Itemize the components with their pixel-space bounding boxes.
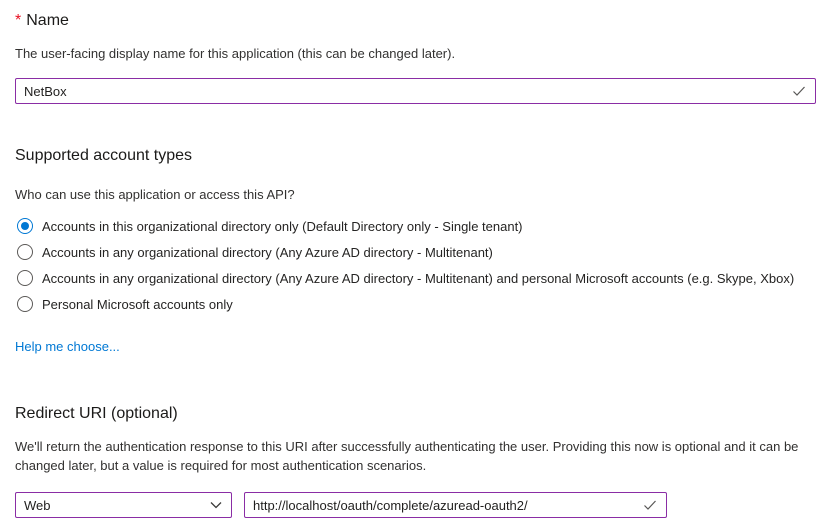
platform-select[interactable] [15, 492, 232, 518]
name-input-wrap [15, 78, 816, 104]
account-type-option-multitenant-personal[interactable] [15, 265, 816, 291]
name-description: The user-facing display name for this application (this can be changed later). [15, 46, 456, 61]
redirect-uri-controls [15, 492, 816, 518]
redirect-uri-input[interactable] [244, 492, 667, 518]
account-types-title: Supported account types [15, 147, 193, 164]
radio-label: Accounts in any organizational directory (Any Azure AD directory - Multitenant) and personal Microsoft accounts (e.g. Skype, Xbox) [42, 270, 795, 286]
account-type-options [15, 213, 816, 317]
radio-label: Personal Microsoft accounts only [42, 296, 233, 312]
account-type-option-personal-only[interactable] [15, 291, 816, 317]
name-label: Name [26, 12, 69, 29]
chevron-down-icon [209, 498, 223, 512]
radio-button[interactable] [17, 296, 33, 312]
name-section-title [15, 12, 816, 30]
redirect-uri-input-wrap [244, 492, 667, 518]
radio-label: Accounts in this organizational directory only (Default Directory only - Single tenant) [42, 218, 523, 234]
required-marker: * [15, 12, 22, 29]
name-input[interactable] [15, 78, 816, 104]
radio-button[interactable] [17, 218, 33, 234]
radio-button[interactable] [17, 244, 33, 260]
account-type-option-single-tenant[interactable] [15, 213, 816, 239]
redirect-uri-title: Redirect URI (optional) [15, 405, 178, 422]
radio-label: Accounts in any organizational directory (Any Azure AD directory - Multitenant) [42, 244, 493, 260]
account-types-question: Who can use this application or access this API? [15, 187, 295, 202]
radio-button[interactable] [17, 270, 33, 286]
help-me-choose-link[interactable]: Help me choose... [15, 339, 120, 354]
redirect-uri-description: We'll return the authentication response to this URI after successfully authenticating the user. Providing this now is optional and it can be changed later, but a value is required for most authentication scenarios. [15, 439, 799, 473]
platform-select-value: Web [24, 497, 51, 513]
account-type-option-multitenant[interactable] [15, 239, 816, 265]
